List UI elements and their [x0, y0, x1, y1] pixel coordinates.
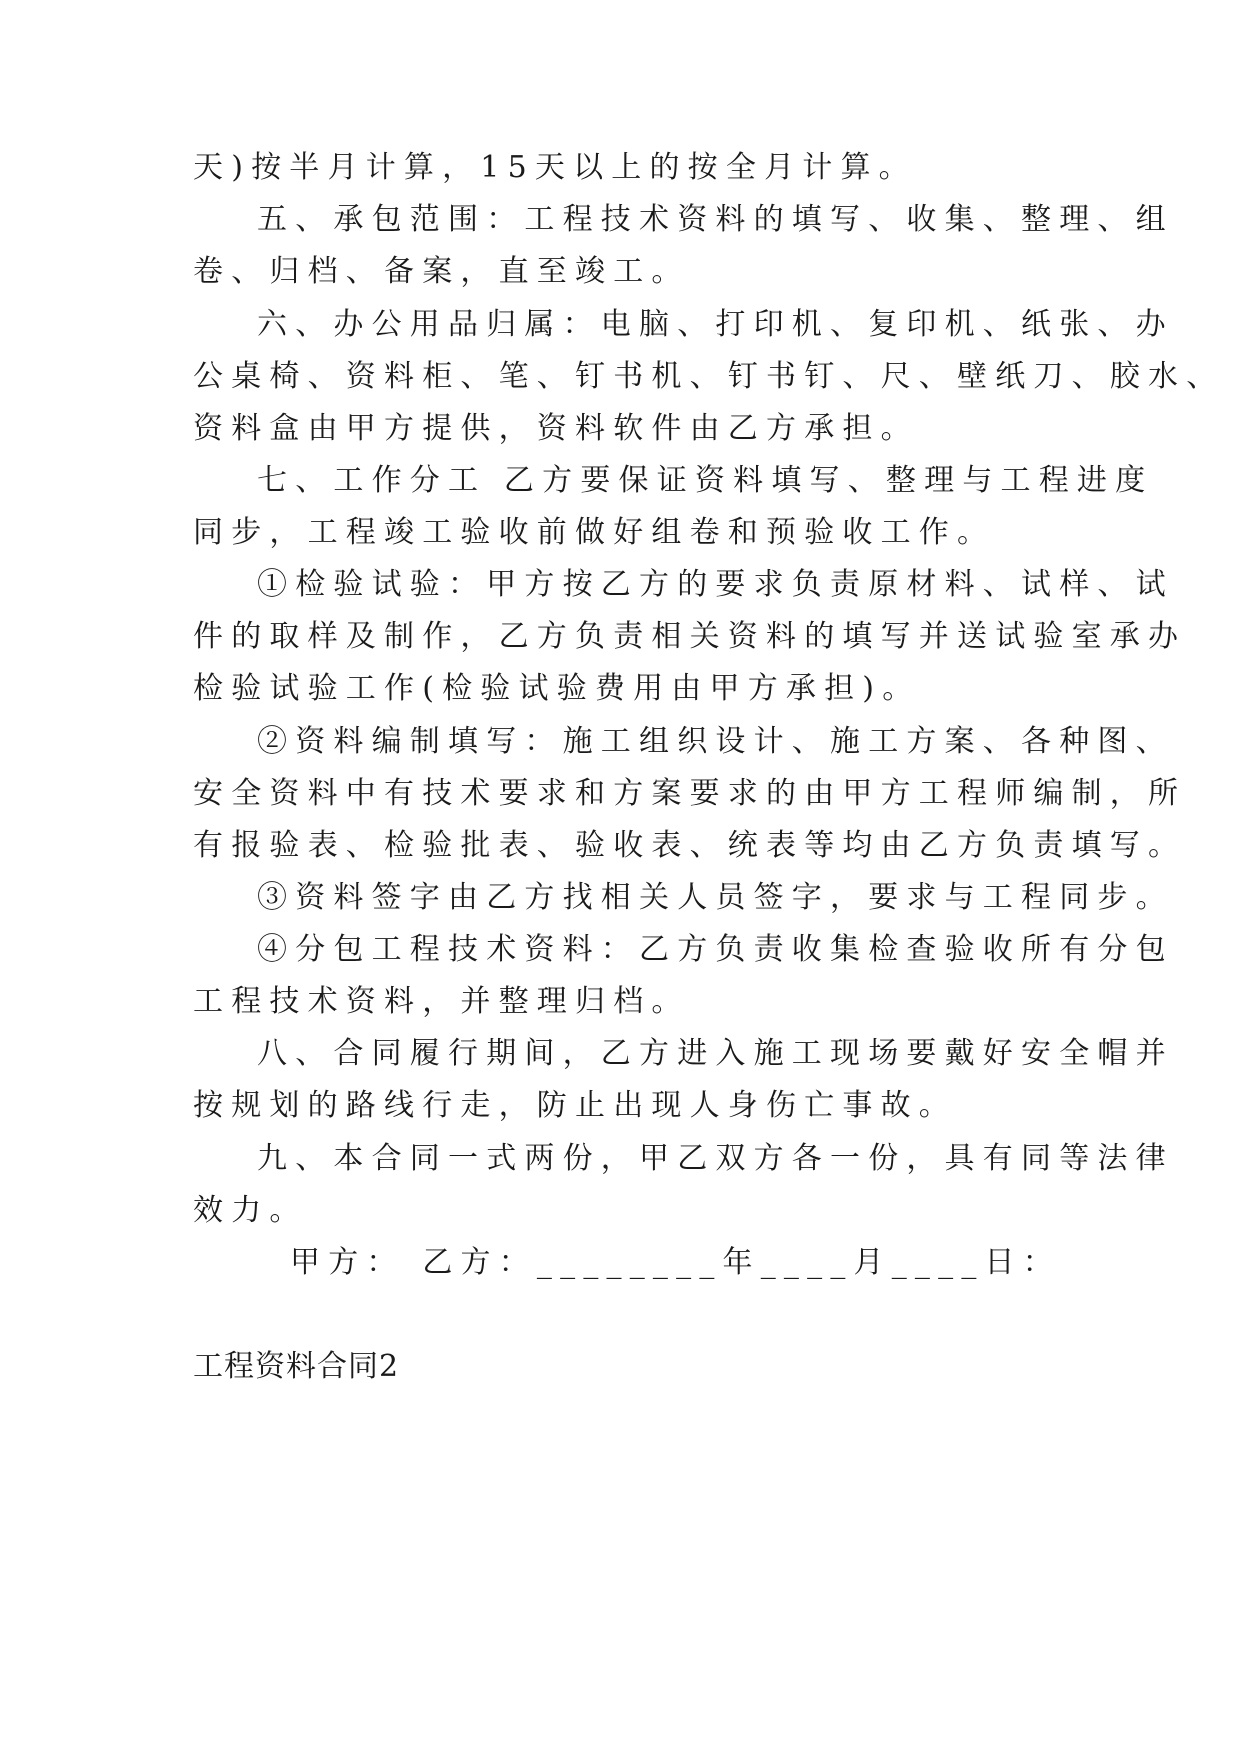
- section-9-line-1: 九、本合同一式两份，甲乙双方各一份，具有同等法律: [257, 1141, 1174, 1176]
- section-5-line-1: 五、承包范围：工程技术资料的填写、收集、整理、组: [257, 202, 1174, 237]
- section-8-line-2: 按规划的路线行走，防止出现人身伤亡事故。: [193, 1088, 957, 1123]
- section-6-line-1: 六、办公用品归属：电脑、打印机、复印机、纸张、办: [257, 307, 1174, 342]
- item-1-line-1: ①检验试验：甲方按乙方的要求负责原材料、试样、试: [257, 567, 1174, 602]
- section-6-line-2: 公桌椅、资料柜、笔、钉书机、钉书钉、尺、壁纸刀、胶水、: [193, 359, 1225, 394]
- paragraph-line: 天)按半月计算，15天以上的按全月计算。: [193, 150, 917, 185]
- section-5-line-2: 卷、归档、备案，直至竣工。: [193, 254, 690, 289]
- section-7-line-2: 同步，工程竣工验收前做好组卷和预验收工作。: [193, 515, 996, 550]
- item-2-line-1: ②资料编制填写：施工组织设计、施工方案、各种图、: [257, 724, 1174, 759]
- item-2-line-3: 有报验表、检验批表、验收表、统表等均由乙方负责填写。: [193, 828, 1187, 863]
- item-2-line-2: 安全资料中有技术要求和方案要求的由甲方工程师编制，所: [193, 776, 1187, 811]
- item-4-line-1: ④分包工程技术资料：乙方负责收集检查验收所有分包: [257, 932, 1174, 967]
- section-9-line-2: 效力。: [193, 1193, 308, 1228]
- section-6-line-3: 资料盒由甲方提供，资料软件由乙方承担。: [193, 411, 919, 446]
- section-7-line-1: 七、工作分工 乙方要保证资料填写、整理与工程进度: [257, 463, 1154, 498]
- section-8-line-1: 八、合同履行期间，乙方进入施工现场要戴好安全帽并: [257, 1036, 1174, 1071]
- item-1-line-2: 件的取样及制作，乙方负责相关资料的填写并送试验室承办: [193, 619, 1187, 654]
- item-1-line-3: 检验试验工作(检验试验费用由甲方承担)。: [193, 671, 921, 706]
- next-contract-title: 工程资料合同2: [193, 1349, 400, 1384]
- signature-line: 甲方： 乙方：________年____月____日：: [290, 1245, 1061, 1280]
- item-4-line-2: 工程技术资料，并整理归档。: [193, 984, 690, 1019]
- item-3-line-1: ③资料签字由乙方找相关人员签字，要求与工程同步。: [257, 880, 1174, 915]
